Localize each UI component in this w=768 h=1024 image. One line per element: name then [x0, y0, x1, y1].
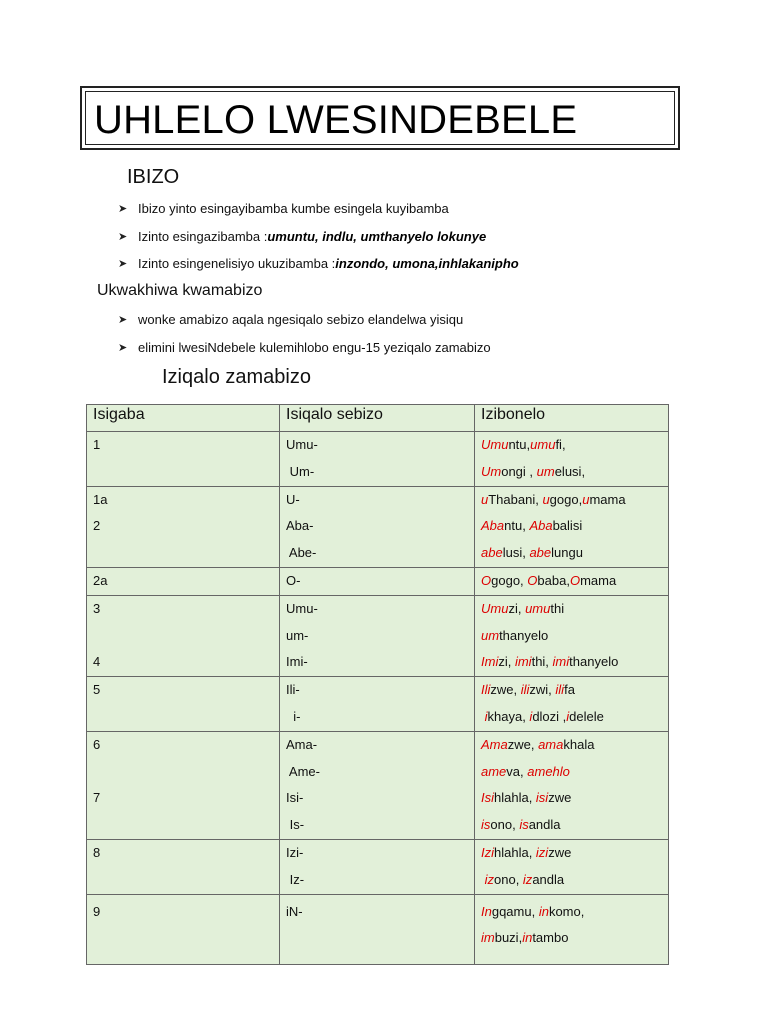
cell-isigaba: [87, 894, 280, 965]
example-stem: ono,: [490, 817, 520, 833]
noun-prefix: Izi-: [286, 844, 304, 860]
cell-isiqalo: [280, 486, 475, 567]
examples: [481, 704, 668, 731]
example-prefix: imi: [514, 654, 532, 670]
example-stem: elusi,: [554, 463, 586, 479]
class-number: [93, 459, 279, 486]
example-prefix: Aba: [481, 518, 505, 534]
example-stem: andla: [532, 871, 565, 887]
example-prefix: i: [566, 708, 570, 724]
cell-isiqalo: [280, 595, 475, 676]
example-stem: ongi ,: [501, 463, 537, 479]
cell-isiqalo: [280, 432, 475, 487]
example-prefix: u: [481, 491, 489, 507]
class-number: 2a: [93, 572, 108, 588]
examples: [481, 540, 668, 567]
example-prefix: is: [481, 817, 491, 833]
example-stem: fa: [564, 682, 575, 698]
table-row: [87, 432, 669, 487]
bullet-item: [118, 195, 519, 223]
table-row: [87, 567, 669, 595]
bullet-text: wonke amabizo aqala ngesiqalo sebizo elandelwa yisiqu: [138, 312, 464, 328]
noun-prefix: Umu-: [286, 437, 318, 452]
table-row: [87, 731, 669, 839]
example-stem: thi: [550, 600, 565, 616]
examples: [481, 840, 668, 867]
class-number: [93, 704, 279, 731]
example-prefix: Isi: [481, 790, 494, 806]
example-stem: zi,: [508, 600, 526, 616]
cell-isiqalo: [280, 894, 475, 965]
examples: [481, 899, 668, 926]
example-stem: ono,: [494, 871, 523, 887]
example-stem: buzi,: [494, 930, 523, 946]
example-prefix: abe: [529, 545, 552, 561]
noun-prefix: Ame-: [286, 763, 320, 779]
example-stem: thi,: [531, 654, 553, 670]
example-stem: delele: [569, 708, 604, 724]
noun-prefix: Imi-: [286, 654, 308, 670]
ibizo-bullet-list: [118, 195, 519, 278]
example-stem: zwi,: [529, 682, 556, 698]
noun-prefix: um-: [286, 627, 309, 643]
example-prefix: isi: [535, 790, 549, 806]
example-stem: fi,: [555, 437, 566, 452]
example-prefix: is: [519, 817, 529, 833]
example-stem: gqamu,: [491, 903, 539, 919]
class-number: 2: [93, 518, 101, 534]
examples: [481, 596, 668, 623]
header-izibonelo: Izibonelo: [475, 405, 669, 432]
cell-izibonelo: [475, 677, 669, 732]
cell-izibonelo: [475, 731, 669, 839]
table-row: [87, 595, 669, 676]
class-number: 9: [93, 903, 101, 919]
example-stem: gogo,: [549, 491, 583, 507]
examples: [481, 925, 668, 952]
heading-ibizo: IBIZO: [127, 166, 180, 188]
noun-prefix-table: [86, 404, 669, 965]
class-number: 1: [93, 437, 101, 452]
noun-prefix: i-: [286, 708, 301, 724]
class-number: [93, 812, 279, 839]
example-prefix: im: [481, 930, 495, 946]
example-stem: zwe: [548, 790, 572, 806]
cell-isigaba: [87, 731, 280, 839]
examples: [481, 459, 668, 486]
example-stem: khala: [563, 736, 595, 752]
example-stem: hlahla,: [494, 844, 536, 860]
example-prefix: Ili: [481, 682, 491, 698]
bullet-item: [118, 223, 519, 251]
bullet-text: Izinto esingazibamba :: [138, 228, 268, 244]
title-box: [80, 86, 680, 150]
header-isiqalo: Isiqalo sebizo: [280, 405, 475, 432]
cell-izibonelo: [475, 432, 669, 487]
noun-prefix: Um-: [286, 463, 315, 479]
example-stem: gogo,: [491, 572, 528, 588]
example-prefix: in: [538, 903, 549, 919]
class-number: [93, 925, 279, 952]
example-prefix: in: [522, 930, 533, 946]
example-prefix: ili: [520, 682, 530, 698]
noun-prefix: iN-: [286, 903, 303, 919]
heading-ukwakhiwa: Ukwakhiwa kwamabizo: [97, 282, 263, 299]
example-prefix: Umu: [481, 600, 509, 616]
example-prefix: ili: [555, 682, 565, 698]
noun-prefix: Abe-: [286, 545, 317, 561]
example-prefix: imi: [552, 654, 570, 670]
examples: [481, 785, 668, 812]
example-stem: va,: [506, 763, 528, 779]
example-prefix: O: [481, 572, 492, 588]
page-title: UHLELO LWESINDEBELE: [94, 98, 578, 142]
table-row: [87, 894, 669, 965]
noun-prefix: [286, 925, 474, 952]
cell-izibonelo: [475, 839, 669, 894]
noun-prefix: Iz-: [286, 871, 305, 887]
example-stem: zi,: [498, 654, 515, 670]
example-prefix: iz: [522, 871, 533, 887]
example-prefix: i: [529, 708, 533, 724]
cell-izibonelo: [475, 567, 669, 595]
heading-iziqalo: Iziqalo zamabizo: [162, 366, 311, 388]
cell-isigaba: [87, 839, 280, 894]
cell-isiqalo: [280, 567, 475, 595]
example-prefix: ama: [538, 736, 564, 752]
examples: [481, 568, 668, 595]
examples: [481, 867, 668, 894]
example-prefix: Um: [481, 463, 502, 479]
example-stem: komo,: [548, 903, 585, 919]
example-stem: lusi,: [502, 545, 530, 561]
cell-isiqalo: [280, 839, 475, 894]
examples: [481, 732, 668, 759]
class-number: [93, 759, 279, 786]
noun-prefix: O-: [286, 572, 301, 588]
cell-isigaba: [87, 677, 280, 732]
example-stem: baba,: [537, 572, 570, 588]
examples: [481, 623, 668, 650]
noun-prefix: Aba-: [286, 518, 314, 534]
cell-isiqalo: [280, 677, 475, 732]
example-prefix: Aba: [529, 518, 553, 534]
table-row: [87, 486, 669, 567]
example-stem: zwe,: [490, 682, 521, 698]
example-stem: ntu,: [504, 518, 530, 534]
cell-izibonelo: [475, 595, 669, 676]
example-stem: zwe: [548, 844, 572, 860]
example-prefix: iz: [481, 871, 494, 887]
noun-prefix: Umu-: [286, 600, 318, 616]
class-number: 8: [93, 844, 101, 860]
example-stem: hlahla,: [494, 790, 536, 806]
example-stem: balisi: [552, 518, 583, 534]
cell-izibonelo: [475, 486, 669, 567]
noun-prefix: U-: [286, 491, 300, 507]
example-stem: Thabani,: [488, 491, 543, 507]
arrow-bullet-icon: ➤: [118, 230, 128, 243]
example-prefix: O: [569, 572, 581, 588]
example-stem: andla: [528, 817, 561, 833]
bullet-examples: inzondo, umona,inhlakanipho: [335, 256, 519, 272]
example-prefix: um: [536, 463, 555, 479]
example-prefix: umu: [530, 437, 556, 452]
arrow-bullet-icon: ➤: [118, 258, 128, 271]
bullet-text: Izinto esingenelisiyo ukuzibamba :: [138, 256, 336, 272]
example-prefix: abe: [481, 545, 503, 561]
example-prefix: Izi: [481, 844, 494, 860]
example-stem: thanyelo: [569, 654, 619, 670]
cell-isigaba: [87, 432, 280, 487]
examples: [481, 812, 668, 839]
table-row: [87, 839, 669, 894]
class-number: 1a: [93, 491, 108, 507]
examples: [481, 649, 668, 676]
bullet-item: [118, 306, 491, 334]
bullet-text: Ibizo yinto esingayibamba kumbe esingela kuyibamba: [138, 201, 449, 217]
example-prefix: umu: [525, 600, 551, 616]
arrow-bullet-icon: ➤: [118, 203, 128, 216]
example-prefix: Umu: [481, 437, 509, 452]
examples: [481, 487, 668, 514]
cell-isiqalo: [280, 731, 475, 839]
example-prefix: Ama: [481, 736, 508, 752]
example-stem: lungu: [551, 545, 583, 561]
class-number: 3: [93, 600, 101, 616]
noun-prefix: Is-: [286, 817, 305, 833]
example-prefix: um: [481, 627, 500, 643]
cell-isigaba: [87, 486, 280, 567]
example-stem: ntu,: [508, 437, 531, 452]
example-stem: dlozi ,: [532, 708, 567, 724]
class-number: [93, 540, 279, 567]
arrow-bullet-icon: ➤: [118, 341, 128, 354]
cell-izibonelo: [475, 894, 669, 965]
examples: [481, 513, 668, 540]
example-prefix: amehlo: [527, 763, 570, 779]
example-prefix: Imi: [481, 654, 499, 670]
bullet-item: [118, 250, 519, 278]
arrow-bullet-icon: ➤: [118, 314, 128, 327]
example-stem: mama: [589, 491, 626, 507]
example-prefix: u: [582, 491, 590, 507]
header-isigaba: Isigaba: [87, 405, 280, 432]
examples: [481, 432, 668, 459]
noun-prefix: Isi-: [286, 790, 304, 806]
bullet-item: [118, 334, 491, 362]
class-number: 4: [93, 654, 101, 670]
class-number: 5: [93, 682, 101, 698]
noun-prefix: Ili-: [286, 682, 300, 698]
example-stem: thanyelo: [499, 627, 549, 643]
example-stem: zwe,: [507, 736, 539, 752]
example-prefix: i: [481, 708, 488, 724]
example-stem: khaya,: [487, 708, 530, 724]
example-prefix: izi: [535, 844, 549, 860]
bullet-examples: umuntu, indlu, umthanyelo lokunye: [267, 228, 487, 244]
example-prefix: In: [481, 903, 492, 919]
example-stem: tambo: [532, 930, 569, 946]
examples: [481, 677, 668, 704]
example-prefix: O: [527, 572, 538, 588]
class-number: 7: [93, 790, 101, 806]
example-stem: mama: [580, 572, 617, 588]
bullet-text: elimini lwesiNdebele kulemihlobo engu-15 yeziqalo zamabizo: [138, 339, 491, 355]
cell-isigaba: [87, 567, 280, 595]
table-header-row: [87, 405, 669, 432]
cell-isigaba: [87, 595, 280, 676]
class-number: 6: [93, 736, 101, 752]
ukwakhiwa-bullet-list: [118, 306, 491, 361]
class-number: [93, 867, 279, 894]
example-prefix: u: [542, 491, 550, 507]
examples: [481, 759, 668, 786]
example-prefix: ame: [481, 763, 507, 779]
noun-prefix: Ama-: [286, 736, 318, 752]
table-row: [87, 677, 669, 732]
class-number: [93, 623, 279, 650]
